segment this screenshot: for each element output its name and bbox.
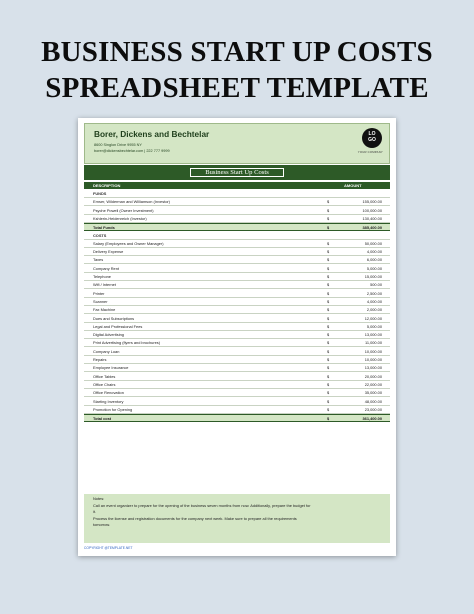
notes-line-4: tomorrow. (93, 522, 111, 527)
logo-icon: LO GO (362, 128, 382, 148)
table-row (84, 356, 390, 364)
row-description: Psyche Powell (Owner Investment) (93, 207, 154, 213)
row-description: Scanner (93, 298, 108, 304)
table-row (84, 240, 390, 248)
table-row (84, 323, 390, 331)
row-amount: 4,000.00 (366, 249, 382, 255)
row-description: Salary (Employees and Owner Manager) (93, 240, 164, 246)
row-currency: $ (327, 315, 330, 321)
row-currency: $ (327, 225, 330, 231)
company-name: Borer, Dickens and Bechtelar (94, 129, 210, 139)
row-amount: 10,000.00 (364, 348, 382, 354)
company-contact: borer@dickensbechtelar.com | 222 777 9999 (94, 149, 170, 153)
table-row (84, 281, 390, 289)
row-currency: $ (327, 406, 330, 412)
row-currency: $ (327, 373, 330, 379)
notes-label: Notes: (93, 496, 105, 501)
sheet-title: Business Start Up Costs (190, 168, 284, 177)
row-amount: 50,000.00 (364, 240, 382, 246)
row-description: Dues and Subscriptions (93, 315, 135, 321)
row-description: Kshlerin-Heidenreich (Investor) (93, 215, 147, 221)
page-headline (0, 34, 474, 106)
row-amount: 35,000.00 (364, 390, 382, 396)
row-amount: 13,000.00 (364, 365, 382, 371)
table-row (84, 348, 390, 356)
row-description: Telephone (93, 274, 111, 279)
table-row (84, 290, 390, 298)
row-amount: 11,000.00 (364, 340, 382, 346)
row-currency: $ (327, 340, 330, 346)
row-description: Ernser, Wilderman and Williamson (Investor) (93, 199, 170, 205)
headline-line-2: SPREADSHEET TEMPLATE (45, 72, 429, 104)
row-description: Digital Advertising (93, 332, 124, 338)
total-row (84, 414, 390, 422)
row-amount: 12,000.00 (364, 315, 382, 321)
row-currency: $ (327, 207, 330, 213)
row-currency: $ (327, 390, 330, 396)
row-amount: 5,000.00 (366, 323, 382, 329)
notes-line-2: it. (93, 509, 97, 514)
row-description: COSTS (93, 232, 107, 238)
row-amount: 15,000.00 (364, 274, 382, 279)
table-row (84, 298, 390, 306)
row-currency: $ (327, 215, 330, 221)
row-amount: 6,000.00 (366, 257, 382, 263)
table-row (84, 389, 390, 397)
row-currency: $ (327, 274, 330, 279)
row-description: Wifi / Internet (93, 282, 116, 288)
row-currency: $ (327, 257, 330, 263)
row-currency: $ (327, 381, 330, 387)
row-description: Legal and Professional Fees (93, 323, 143, 329)
table-row (84, 406, 390, 414)
table-row (84, 273, 390, 281)
row-amount: 48,000.00 (364, 398, 382, 404)
section-row (84, 232, 390, 240)
column-header (84, 182, 390, 189)
column-description: DESCRIPTION (93, 183, 121, 188)
row-currency: $ (327, 199, 330, 205)
row-description: Office Renovation (93, 390, 124, 396)
section-row (84, 190, 390, 198)
notes-box (84, 494, 390, 543)
table-row (84, 198, 390, 206)
row-currency: $ (327, 416, 330, 422)
logo-tagline: YOUR COMPANY (357, 150, 383, 154)
copyright-text: COPYRIGHT @TEMPLATE.NET (84, 546, 133, 550)
row-currency: $ (327, 348, 330, 354)
row-amount: 100,000.00 (362, 207, 382, 213)
table-row (84, 248, 390, 256)
row-amount: 361,400.00 (362, 416, 382, 422)
row-currency: $ (327, 290, 330, 296)
title-bar (84, 165, 390, 180)
row-description: Employee Insurance (93, 365, 129, 371)
row-description: Starting Inventory (93, 398, 124, 404)
total-row (84, 223, 390, 231)
row-currency: $ (327, 365, 330, 371)
row-amount: 155,000.00 (362, 199, 382, 205)
row-description: Total cost (93, 416, 112, 422)
row-amount: 5,000.00 (366, 265, 382, 271)
row-amount: 2,500.00 (366, 290, 382, 296)
row-currency: $ (327, 249, 330, 255)
row-currency: $ (327, 398, 330, 404)
notes-line-3: Process the license and registration documents for the company next week. Make sure to prepare all the requirements (93, 516, 297, 521)
row-description: Delivery Expense (93, 249, 124, 255)
notes-line-1: Call an event organizer to prepare for the opening of the business seven months from now. Additionally, prepare the budget for (93, 503, 311, 508)
table-row (84, 339, 390, 347)
row-amount: 10,000.00 (364, 357, 382, 362)
company-header (84, 123, 390, 164)
row-description: Office Tables (93, 373, 116, 379)
row-amount: 20,000.00 (364, 373, 382, 379)
table-row (84, 398, 390, 406)
row-currency: $ (327, 332, 330, 338)
table-row (84, 265, 390, 273)
row-description: Print Advertising (flyers and brochures) (93, 340, 161, 346)
row-description: Promotion for Opening (93, 406, 133, 412)
table-row (84, 256, 390, 264)
spreadsheet-document (78, 118, 396, 556)
row-currency: $ (327, 298, 330, 304)
column-amount: AMOUNT (344, 183, 362, 188)
row-description: Taxes (93, 257, 104, 263)
row-description: FUNDS (93, 191, 107, 196)
row-description: Fax Machine (93, 307, 116, 313)
row-currency: $ (327, 282, 330, 288)
row-description: Total Funds (93, 225, 115, 231)
row-amount: 23,000.00 (364, 406, 382, 412)
table-row (84, 306, 390, 314)
row-currency: $ (327, 307, 330, 313)
row-amount: 385,400.00 (362, 225, 382, 231)
row-amount: 130,400.00 (362, 215, 382, 221)
table-row (84, 373, 390, 381)
table-row (84, 215, 390, 223)
table-row (84, 381, 390, 389)
row-amount: 500.00 (370, 282, 382, 288)
row-amount: 4,000.00 (366, 298, 382, 304)
row-currency: $ (327, 265, 330, 271)
table-row (84, 207, 390, 215)
row-currency: $ (327, 240, 330, 246)
company-address: 8600 Singlon Drive 9955 NY (94, 143, 142, 147)
row-description: Office Chairs (93, 381, 116, 387)
row-amount: 2,000.00 (366, 307, 382, 313)
row-description: Repairs (93, 357, 107, 362)
row-currency: $ (327, 323, 330, 329)
headline-line-1: BUSINESS START UP COSTS (41, 36, 433, 68)
row-description: Company Rent (93, 265, 119, 271)
row-amount: 13,000.00 (364, 332, 382, 338)
table-row (84, 315, 390, 323)
row-currency: $ (327, 357, 330, 362)
row-amount: 22,000.00 (364, 381, 382, 387)
table-row (84, 331, 390, 339)
row-description: Printer (93, 290, 105, 296)
table-row (84, 364, 390, 372)
row-description: Company Loan (93, 348, 120, 354)
